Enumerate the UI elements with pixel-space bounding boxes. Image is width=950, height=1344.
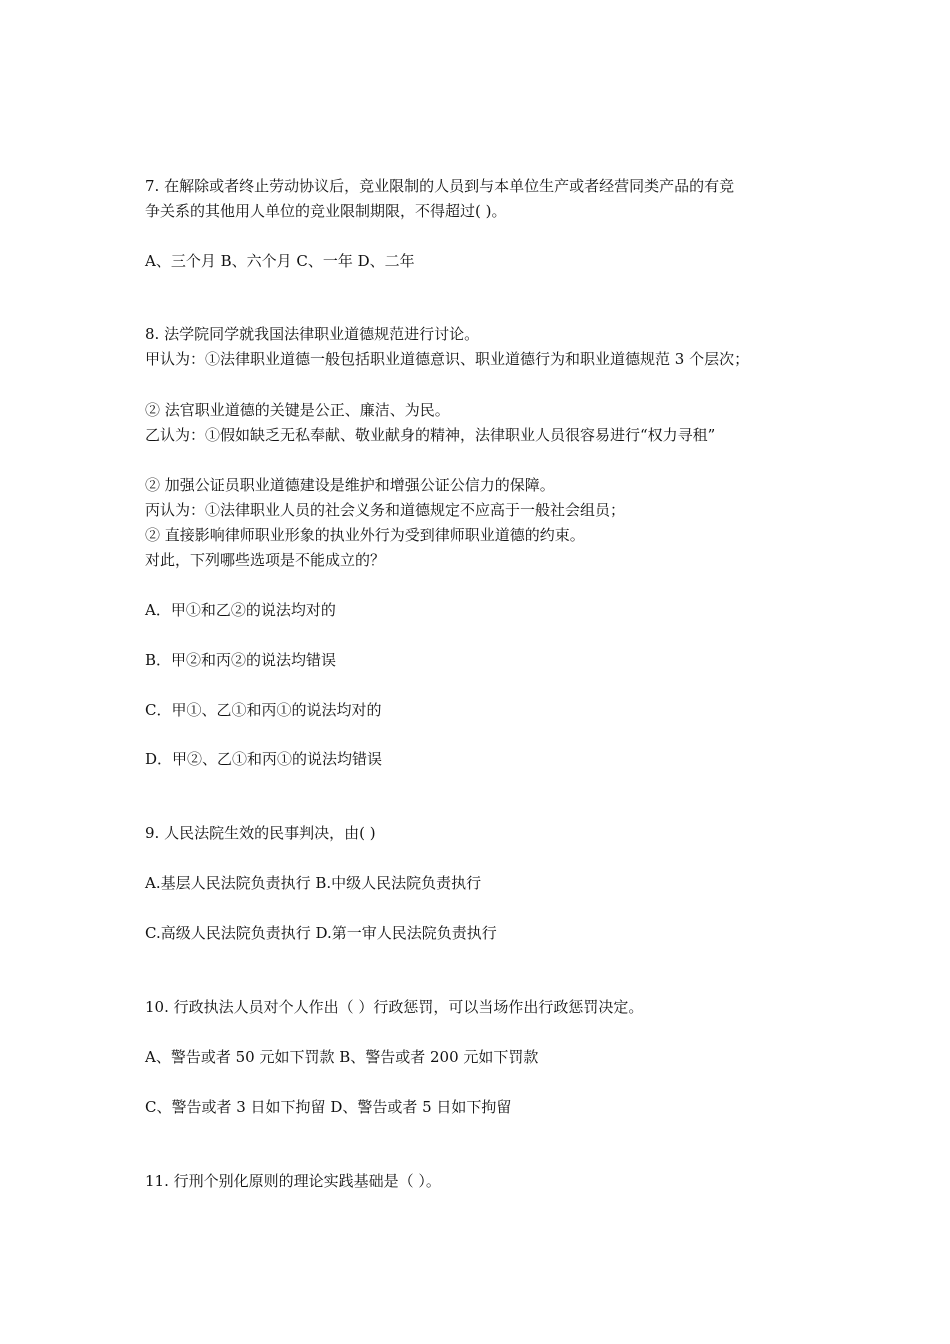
q8-jia-statement-2: ② 法官职业道德的关键是公正、廉洁、为民。 bbox=[145, 401, 450, 419]
q8-option-c: C．甲①、乙①和丙①的说法均对的 bbox=[145, 701, 382, 719]
q8-yi-statement-2: ② 加强公证员职业道德建设是维护和增强公证公信力的保障。 bbox=[145, 476, 555, 494]
q8-yi-statement-1: 乙认为：①假如缺乏无私奉献、敬业献身的精神，法律职业人员很容易进行“权力寻租” bbox=[145, 426, 716, 444]
q7-stem-line-1: 7. 在解除或者终止劳动协议后，竞业限制的人员到与本单位生产或者经营同类产品的有竞 bbox=[145, 177, 735, 195]
q11-stem: 11. 行刑个别化原则的理论实践基础是（ ）。 bbox=[145, 1172, 441, 1190]
q8-option-a: A．甲①和乙②的说法均对的 bbox=[145, 601, 336, 619]
q10-options-cd: C、警告或者 3 日如下拘留 D、警告或者 5 日如下拘留 bbox=[145, 1098, 512, 1116]
q8-bing-statement-2: ② 直接影响律师职业形象的执业外行为受到律师职业道德的约束。 bbox=[145, 526, 585, 544]
q9-stem: 9. 人民法院生效的民事判决，由( ) bbox=[145, 824, 376, 842]
q9-options-cd: C.高级人民法院负责执行 D.第一审人民法院负责执行 bbox=[145, 924, 497, 942]
q10-stem: 10. 行政执法人员对个人作出（ ）行政惩罚，可以当场作出行政惩罚决定。 bbox=[145, 998, 644, 1016]
q8-question: 对此，下列哪些选项是不能成立的？ bbox=[145, 551, 386, 569]
q8-option-b: B．甲②和丙②的说法均错误 bbox=[145, 651, 337, 669]
q10-options-ab: A、警告或者 50 元如下罚款 B、警告或者 200 元如下罚款 bbox=[145, 1048, 539, 1066]
q8-option-d: D．甲②、乙①和丙①的说法均错误 bbox=[145, 750, 383, 768]
q8-stem: 8. 法学院同学就我国法律职业道德规范进行讨论。 bbox=[145, 325, 480, 343]
q7-options: A、三个月 B、六个月 C、一年 D、二年 bbox=[145, 252, 415, 270]
q8-bing-statement-1: 丙认为：①法律职业人员的社会义务和道德规定不应高于一般社会组员； bbox=[145, 501, 626, 519]
q9-options-ab: A.基层人民法院负责执行 B.中级人民法院负责执行 bbox=[145, 874, 482, 892]
q8-jia-statement-1: 甲认为：①法律职业道德一般包括职业道德意识、职业道德行为和职业道德规范 3 个层次； bbox=[145, 350, 750, 368]
q7-stem-line-2: 争关系的其他用人单位的竞业限制期限，不得超过( )。 bbox=[145, 202, 507, 220]
